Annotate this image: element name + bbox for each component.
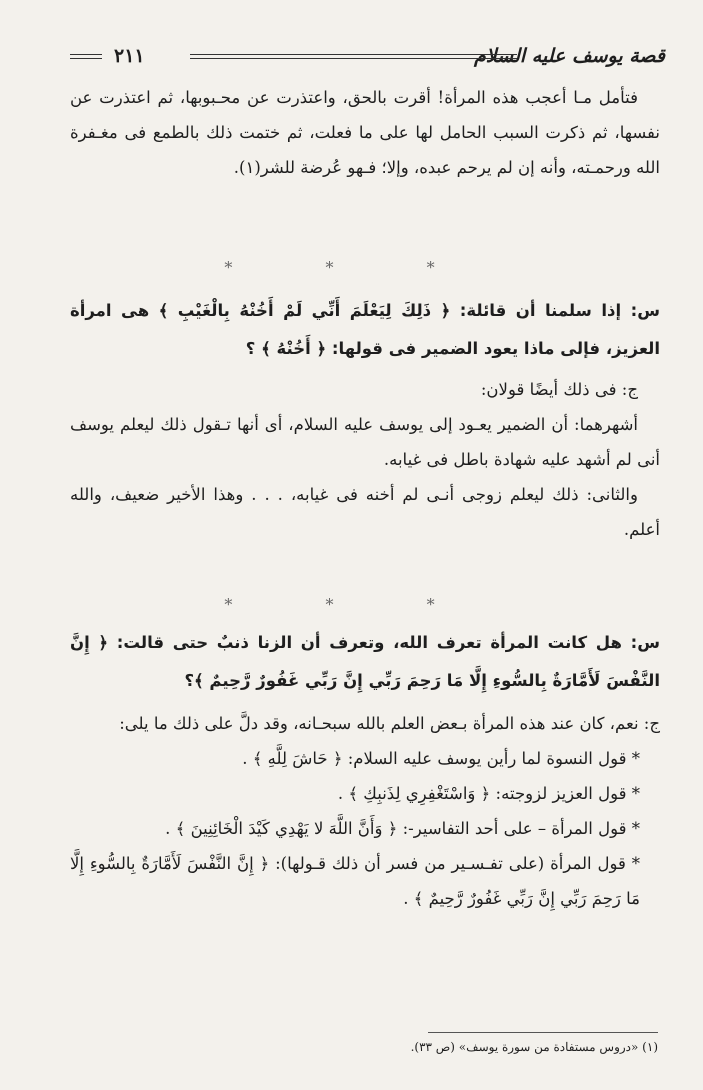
question-text-2: س: هل كانت المرأة تعرف الله، وتعرف أن الزنا ذنبٌ حتى قالت: ﴿ إِنَّ النَّفْسَ لَأَمَّارَةٌ بِالسُّوءِ إِلَّا مَا رَحِمَ رَبِّي إِنَّ رَبِّي غَفُورٌ رَّحِيمٌ ﴾؟ <box>70 633 660 690</box>
footnote-rule <box>428 1032 658 1033</box>
header-rule <box>190 54 517 59</box>
answer-first-opinion: أشهرهما: أن الضمير يعـود إلى يوسف عليه السلام، أى أنها تـقول ذلك ليعلم يوسف أنى لم أشهد عليه شهادة باطل فى غيابه. <box>70 415 660 469</box>
question-text: س: إذا سلمنا أن قائلة: ﴿ ذَلِكَ لِيَعْلَمَ أَنِّي لَمْ أَخُنْهُ بِالْغَيْبِ ﴾ هى امرأة العزيز، فإلى ماذا يعود الضمير فى قولها: ﴿ أَخُنْهُ ﴾ ؟ <box>70 301 660 358</box>
running-title: قصة يوسف عليه السلام <box>474 45 665 67</box>
paragraph-1 <box>70 80 660 185</box>
page-number: ٢١١ <box>114 45 145 67</box>
page-header <box>70 44 665 68</box>
answer-second-opinion: والثانى: ذلك ليعلم زوجى أنـى لم أخنه فى غيابه، . . . وهذا الأخير ضعيف، والله أعلم. <box>70 485 660 539</box>
header-rule-left <box>70 54 102 59</box>
answer-2-intro: ج: نعم، كان عند هذه المرأة بـعض العلم بالله سبحـانه، وقد دلَّ على ذلك ما يلى: <box>119 714 660 733</box>
section-divider: * * * <box>224 258 479 277</box>
question-1 <box>70 292 660 368</box>
list-item: * قول المرأة (على تفـسـير من فسر أن ذلك قـولها): ﴿ إِنَّ النَّفْسَ لَأَمَّارَةٌ بِالسُّوءِ إِلَّا مَا رَحِمَ رَبِّي إِنَّ رَبِّي غَفُورٌ رَّحِيمٌ ﴾ . <box>70 854 640 908</box>
answer-1 <box>70 372 660 547</box>
list-item: * قول المرأة – على أحد التفاسير-: ﴿ وَأَنَّ اللَّهَ لا يَهْدِي كَيْدَ الْخَائِنِينَ ﴾ . <box>165 819 640 838</box>
section-divider-2: * * * <box>224 595 479 614</box>
body-text: فتأمل مـا أعجب هذه المرأة! أقرت بالحق، واعتذرت عن محـبوبها، ثم اعتذرت عن نفسها، ثم ذكرت السبب الحامل لها على ما فعلت، ثم ختمت ذلك بالطمع فى مغـفرة الله ورحمـته، وأنه إن لم يرحم عبده، وإلا؛ فـهو عُرضة للشر(١). <box>70 88 660 177</box>
list-item: * قول العزيز لزوجته: ﴿ وَاسْتَغْفِرِي لِذَنبِكِ ﴾ . <box>337 784 640 803</box>
question-2 <box>70 624 660 700</box>
answer-intro: ج: فى ذلك أيضًا قولان: <box>480 380 638 399</box>
list-item: * قول النسوة لما رأين يوسف عليه السلام: ﴿ حَاشَ لِلَّهِ ﴾ . <box>242 749 640 768</box>
footnote: (١) «دروس مستفادة من سورة يوسف» (ص ٣٣). <box>410 1040 658 1054</box>
answer-2 <box>70 706 660 916</box>
